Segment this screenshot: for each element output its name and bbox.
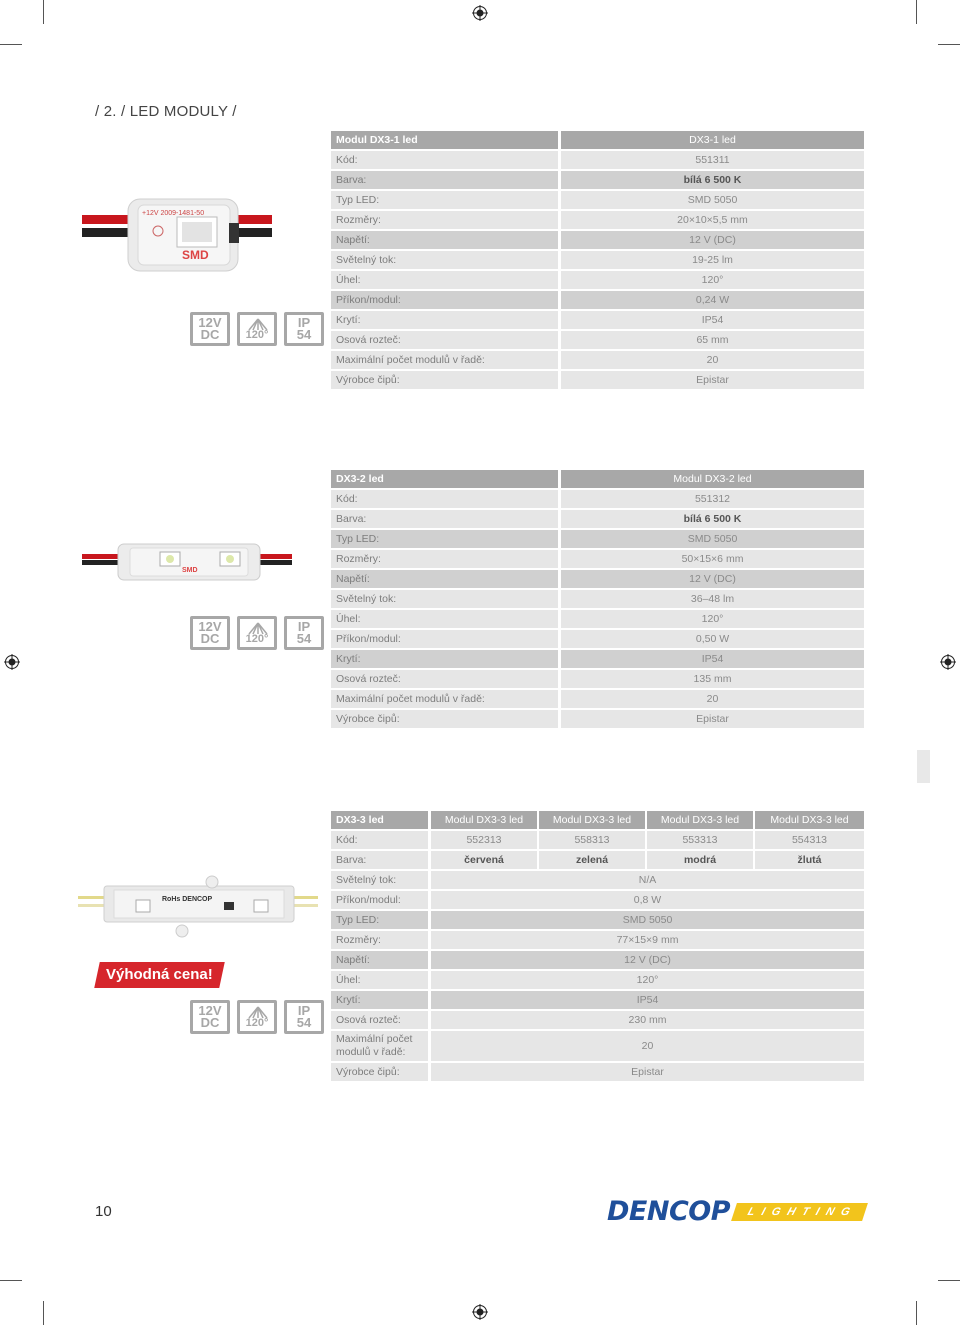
row-value: 12 V (DC) <box>561 570 864 588</box>
row-value: 20×10×5,5 mm <box>561 211 864 229</box>
row-label: Světelný tok: <box>331 590 561 608</box>
row-value: 65 mm <box>561 331 864 349</box>
table-row <box>331 650 864 668</box>
voltage-12v-dc-icon: 12V DC <box>190 1000 230 1034</box>
spec-icons-row <box>190 1000 324 1034</box>
row-value: Epistar <box>431 1063 864 1081</box>
registration-mark-icon <box>472 1304 488 1320</box>
special-price-badge: Výhodná cena! <box>94 962 225 988</box>
table-row <box>331 291 864 309</box>
table-row <box>331 1063 864 1081</box>
table-header-value: DX3-1 led <box>561 131 864 149</box>
table-row <box>331 610 864 628</box>
row-label: Napětí: <box>331 570 561 588</box>
row-label: Kód: <box>331 490 561 508</box>
row-label: Světelný tok: <box>331 871 431 889</box>
led-module-dx3-2-image <box>82 538 292 588</box>
row-value: SMD 5050 <box>561 191 864 209</box>
table-header-row <box>331 811 864 829</box>
crop-mark <box>938 1280 960 1281</box>
row-value: bílá 6 500 K <box>561 510 864 528</box>
row-value: 120° <box>561 271 864 289</box>
row-label: Krytí: <box>331 650 561 668</box>
row-label: Výrobce čipů: <box>331 1063 431 1081</box>
row-value: 20 <box>431 1031 864 1061</box>
crop-mark <box>916 0 917 24</box>
spec-icons-row <box>190 312 324 346</box>
voltage-12v-dc-icon: 12V DC <box>190 312 230 346</box>
logo-sub-text: LIGHTING <box>731 1203 867 1221</box>
table-row <box>331 710 864 728</box>
table-row <box>331 151 864 169</box>
row-value: 230 mm <box>431 1011 864 1029</box>
crop-mark <box>916 1301 917 1325</box>
row-value: IP54 <box>561 311 864 329</box>
table-row <box>331 590 864 608</box>
table-header-value: Modul DX3-3 led <box>755 811 864 829</box>
row-value: 135 mm <box>561 670 864 688</box>
beam-angle-120-icon: 120° <box>237 312 277 346</box>
row-value: 554313 <box>755 831 864 849</box>
led-module-dx3-1-image <box>82 193 282 278</box>
row-value: 0,50 W <box>561 630 864 648</box>
crop-mark <box>0 44 22 45</box>
module-print-text: +12V 2009-1481-50 <box>142 210 205 217</box>
row-value: SMD 5050 <box>561 530 864 548</box>
table-row <box>331 1011 864 1029</box>
row-value: modrá <box>647 851 755 869</box>
row-value: Epistar <box>561 710 864 728</box>
registration-mark-icon <box>472 5 488 21</box>
row-label: Maximální počet modulů v řadě: <box>331 690 561 708</box>
row-value: 12 V (DC) <box>431 951 864 969</box>
row-value: červená <box>431 851 539 869</box>
row-label: Barva: <box>331 851 431 869</box>
table-row <box>331 991 864 1009</box>
row-value: 20 <box>561 690 864 708</box>
row-label: Osová rozteč: <box>331 1011 431 1029</box>
crop-mark <box>0 1280 22 1281</box>
dencop-lighting-logo <box>607 1196 865 1227</box>
table-header-label: DX3-3 led <box>331 811 431 829</box>
table-row <box>331 851 864 869</box>
row-value: 551312 <box>561 490 864 508</box>
side-tab-marker <box>917 750 930 783</box>
table-header-value: Modul DX3-3 led <box>431 811 539 829</box>
table-row <box>331 690 864 708</box>
row-label: Maximální počet modulů v řadě: <box>331 1031 431 1061</box>
ip54-protection-icon: IP 54 <box>284 1000 324 1034</box>
registration-mark-icon <box>4 654 20 670</box>
registration-mark-icon <box>940 654 956 670</box>
row-label: Příkon/modul: <box>331 291 561 309</box>
table-row <box>331 911 864 929</box>
row-value: 120° <box>561 610 864 628</box>
row-label: Napětí: <box>331 951 431 969</box>
table-row <box>331 670 864 688</box>
table-row <box>331 1031 864 1061</box>
row-label: Rozměry: <box>331 550 561 568</box>
row-value: IP54 <box>431 991 864 1009</box>
row-value: 558313 <box>539 831 647 849</box>
row-label: Osová rozteč: <box>331 331 561 349</box>
row-label: Osová rozteč: <box>331 670 561 688</box>
table-row <box>331 351 864 369</box>
row-value: 50×15×6 mm <box>561 550 864 568</box>
table-row <box>331 951 864 969</box>
row-value: Epistar <box>561 371 864 389</box>
row-label: Úhel: <box>331 610 561 628</box>
row-value: 0,24 W <box>561 291 864 309</box>
table-row <box>331 510 864 528</box>
row-value: 551311 <box>561 151 864 169</box>
beam-angle-120-icon: 120° <box>237 616 277 650</box>
row-label: Rozměry: <box>331 931 431 949</box>
row-value: zelená <box>539 851 647 869</box>
row-label: Úhel: <box>331 971 431 989</box>
section-title: / 2. / LED MODULY / <box>95 103 237 120</box>
row-label: Světelný tok: <box>331 251 561 269</box>
table-row <box>331 931 864 949</box>
row-label: Typ LED: <box>331 191 561 209</box>
row-value: 553313 <box>647 831 755 849</box>
row-label: Barva: <box>331 510 561 528</box>
crop-mark <box>43 1301 44 1325</box>
table-row <box>331 191 864 209</box>
row-label: Kód: <box>331 151 561 169</box>
table-header-value: Modul DX3-3 led <box>539 811 647 829</box>
row-value: 0,8 W <box>431 891 864 909</box>
row-value: bílá 6 500 K <box>561 171 864 189</box>
row-value: 20 <box>561 351 864 369</box>
table-row <box>331 831 864 849</box>
logo-main-text: DENCOP <box>607 1196 731 1227</box>
table-row <box>331 871 864 889</box>
spec-table-dx3-2 <box>331 468 864 730</box>
page-number: 10 <box>95 1203 112 1220</box>
table-row <box>331 971 864 989</box>
row-label: Kód: <box>331 831 431 849</box>
row-value: 77×15×9 mm <box>431 931 864 949</box>
ip54-protection-icon: IP 54 <box>284 616 324 650</box>
spec-icons-row <box>190 616 324 650</box>
row-label: Úhel: <box>331 271 561 289</box>
row-value: žlutá <box>755 851 864 869</box>
table-row <box>331 311 864 329</box>
row-label: Typ LED: <box>331 530 561 548</box>
row-label: Krytí: <box>331 311 561 329</box>
table-row <box>331 550 864 568</box>
module-print-text: RoHs DENCOP <box>162 896 213 903</box>
table-header-value: Modul DX3-2 led <box>561 470 864 488</box>
row-value: 12 V (DC) <box>561 231 864 249</box>
row-label: Výrobce čipů: <box>331 710 561 728</box>
module-smd-label: SMD <box>182 567 198 574</box>
table-row <box>331 231 864 249</box>
table-row <box>331 530 864 548</box>
row-label: Příkon/modul: <box>331 630 561 648</box>
row-label: Maximální počet modulů v řadě: <box>331 351 561 369</box>
beam-angle-120-icon: 120° <box>237 1000 277 1034</box>
row-label: Barva: <box>331 171 561 189</box>
row-label: Rozměry: <box>331 211 561 229</box>
table-header-value: Modul DX3-3 led <box>647 811 755 829</box>
row-label: Napětí: <box>331 231 561 249</box>
table-row <box>331 211 864 229</box>
table-row <box>331 271 864 289</box>
row-value: SMD 5050 <box>431 911 864 929</box>
table-header-label: DX3-2 led <box>331 470 561 488</box>
table-row <box>331 570 864 588</box>
led-module-dx3-3-image <box>78 874 318 944</box>
table-row <box>331 251 864 269</box>
row-value: 120° <box>431 971 864 989</box>
table-header-row <box>331 131 864 149</box>
table-header-row <box>331 470 864 488</box>
table-row <box>331 490 864 508</box>
crop-mark <box>938 44 960 45</box>
table-row <box>331 371 864 389</box>
row-value: IP54 <box>561 650 864 668</box>
table-row <box>331 171 864 189</box>
crop-mark <box>43 0 44 24</box>
row-value: 19-25 lm <box>561 251 864 269</box>
table-row <box>331 630 864 648</box>
module-smd-label: SMD <box>182 248 209 262</box>
ip54-protection-icon: IP 54 <box>284 312 324 346</box>
table-row <box>331 331 864 349</box>
spec-table-dx3-1 <box>331 129 864 391</box>
row-value: 36–48 lm <box>561 590 864 608</box>
table-row <box>331 891 864 909</box>
voltage-12v-dc-icon: 12V DC <box>190 616 230 650</box>
row-label: Typ LED: <box>331 911 431 929</box>
row-label: Příkon/modul: <box>331 891 431 909</box>
row-value: 552313 <box>431 831 539 849</box>
row-value: N/A <box>431 871 864 889</box>
row-label: Krytí: <box>331 991 431 1009</box>
row-label: Výrobce čipů: <box>331 371 561 389</box>
table-header-label: Modul DX3-1 led <box>331 131 561 149</box>
spec-table-dx3-3 <box>331 809 864 1083</box>
